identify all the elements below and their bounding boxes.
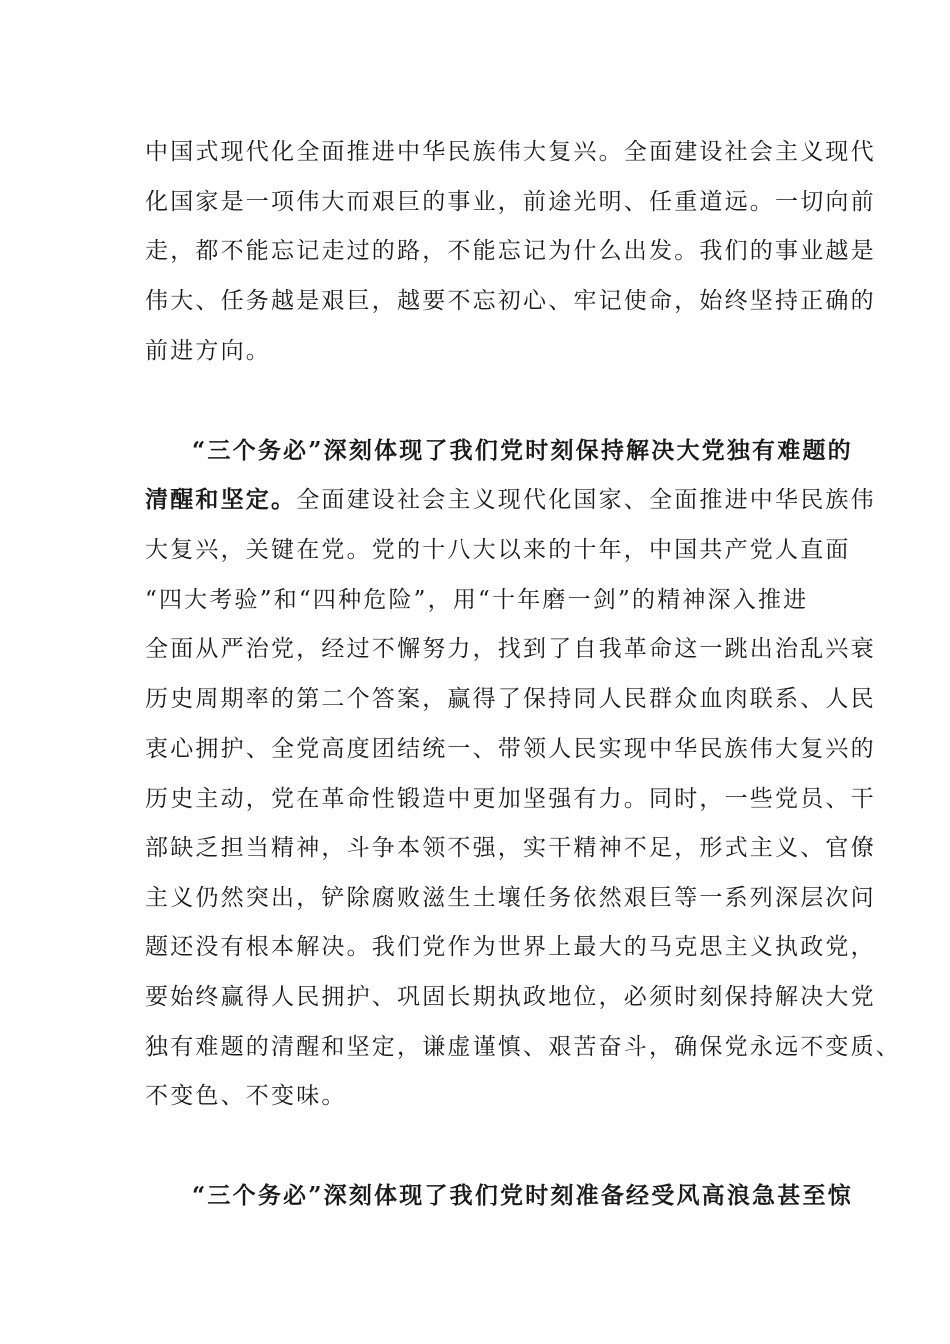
text-line: 伟大、任务越是艰巨，越要不忘初心、牢记使命，始终坚持正确的 bbox=[145, 288, 876, 314]
text-line: 全面从严治党，经过不懈努力，找到了自我革命这一跳出治乱兴衰 bbox=[145, 636, 876, 662]
text-line: 走，都不能忘记走过的路，不能忘记为什么出发。我们的事业越是 bbox=[145, 238, 876, 264]
text-line: 要始终赢得人民拥护、巩固长期执政地位，必须时刻保持解决大党 bbox=[145, 984, 876, 1010]
text-line bbox=[145, 485, 876, 515]
text-line: 题还没有根本解决。我们党作为世界上最大的马克思主义执政党， bbox=[145, 934, 876, 960]
text-line: 前进方向。 bbox=[145, 338, 271, 364]
text-line: 不变色、不变味。 bbox=[145, 1083, 347, 1109]
paragraph-heading: “三个务必”深刻体现了我们党时刻准备经受风高浪急甚至惊 bbox=[192, 1182, 853, 1209]
paragraph-heading: “三个务必”深刻体现了我们党时刻保持解决大党独有难题的 bbox=[192, 437, 853, 464]
text-line: 化国家是一项伟大而艰巨的事业，前途光明、任重道远。一切向前 bbox=[145, 189, 876, 215]
text-line: “四大考验”和“四种危险”，用“十年磨一剑”的精神深入推进 bbox=[145, 587, 809, 613]
text-span: 全面建设社会主义现代化国家、全面推进中华民族伟 bbox=[296, 487, 876, 513]
text-line: 大复兴，关键在党。党的十八大以来的十年，中国共产党人直面 bbox=[145, 537, 851, 563]
text-line: 主义仍然突出，铲除腐败滋生土壤任务依然艰巨等一系列深层次问 bbox=[145, 885, 876, 911]
text-line: 衷心拥护、全党高度团结统一、带领人民实现中华民族伟大复兴的 bbox=[145, 736, 876, 762]
paragraph-heading-end: 清醒和坚定。 bbox=[145, 486, 297, 513]
text-line: 中国式现代化全面推进中华民族伟大复兴。全面建设社会主义现代 bbox=[145, 139, 876, 165]
text-line: 独有难题的清醒和坚定，谦虚谨慎、艰苦奋斗，确保党永远不变质、 bbox=[145, 1034, 901, 1060]
text-line: 历史主动，党在革命性锻造中更加坚强有力。同时，一些党员、干 bbox=[145, 786, 876, 812]
text-line: 历史周期率的第二个答案，赢得了保持同人民群众血肉联系、人民 bbox=[145, 686, 876, 712]
text-line: 部缺乏担当精神，斗争本领不强，实干精神不足，形式主义、官僚 bbox=[145, 835, 876, 861]
